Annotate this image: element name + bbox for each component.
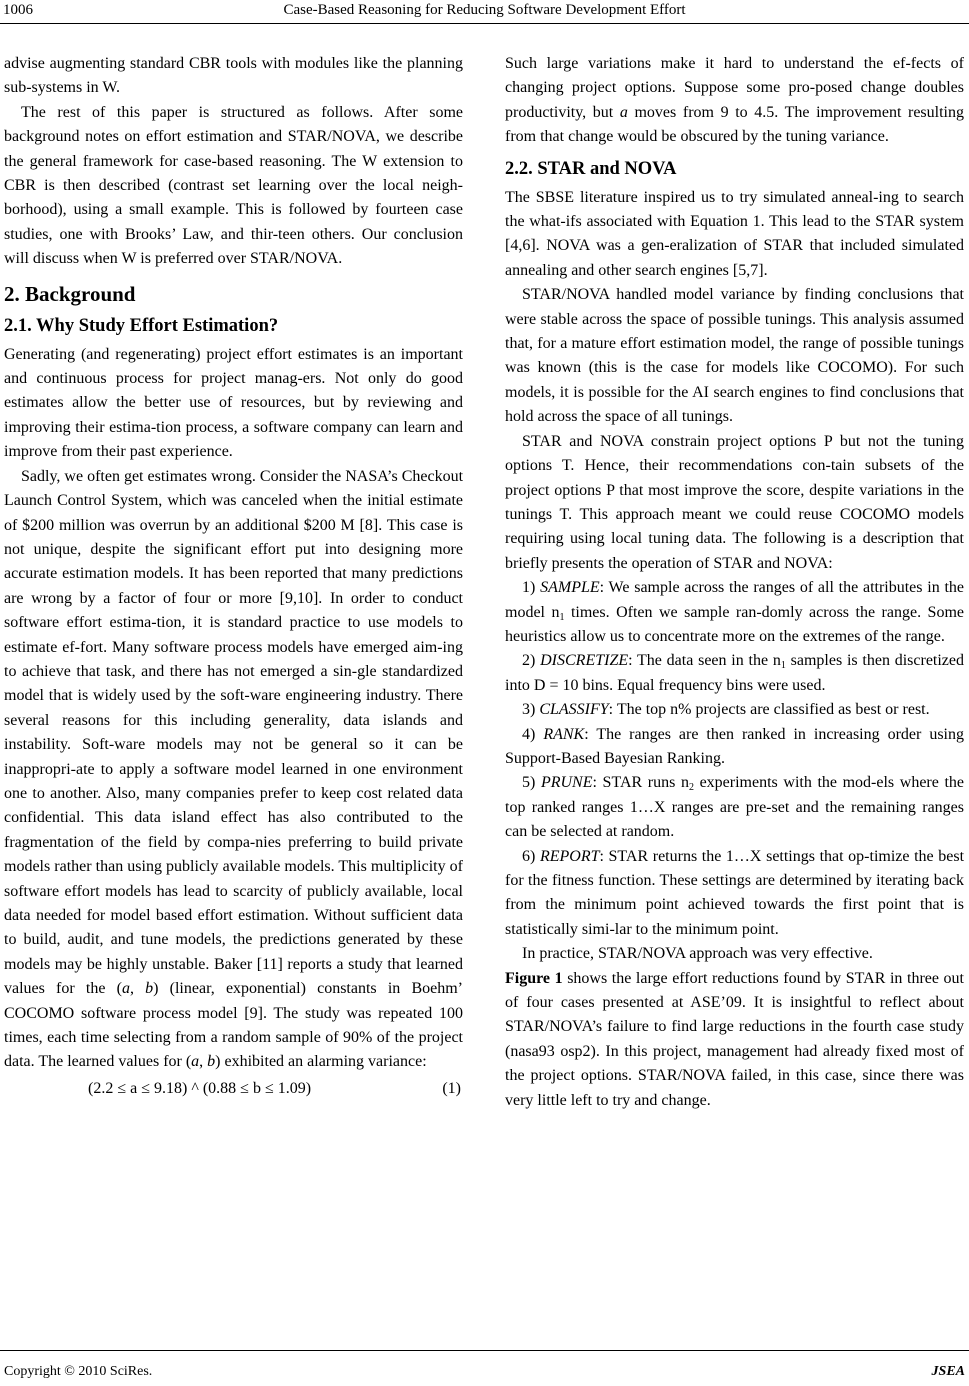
footer-rule	[0, 1350, 969, 1351]
text-run: : The ranges are then ranked in increasing order using Support-Based Bayesian Ranking.	[505, 725, 965, 767]
variable-a: a	[121, 980, 130, 998]
text-run: samples is then discretized into D = 10 bins. Equal frequency bins were used.	[505, 652, 965, 694]
step-classify	[505, 698, 964, 722]
running-title: Case-Based Reasoning for Reducing Software Development Effort	[283, 2, 686, 18]
paragraph-figure-1	[505, 967, 964, 1113]
text-run: shows the large effort reductions found by STAR in three out of four cases presented at ASE’09. It is insightful to reflect about STAR/NOVA’s failure to find large reductions in the fourth case study (nasa93 osp2). In this project, management had already fixed most of the project options. STAR/NOVA failed, in this case, since there was very little left to try and change.	[505, 969, 965, 1109]
subsection-heading-effort: 2.1. Why Study Effort Estimation?	[4, 315, 279, 336]
text-run: Sadly, we often get estimates wrong. Consider the NASA’s Checkout Launch Control System, which was canceled when the initial estimate of $200 million was overrun by an additional $200 M [8]. This case is not unique, despite the significant effort put into designing more accurate estimation models. It has been reported that many predictions are wrong by a factor of four or more [9,10]. In order to conduct software effort estima-tion, it is standard practice to use models to estimate ef-fort. Many software process models have emerged aim-ing to achieve that task, and there has not emerged a sin-gle standardized model that is widely used by the soft-ware engineering industry. There several reasons for this including generality, data islands and instability. Soft-ware models may not be general so it can be inappropri-ate to apply a software model learned in one environment one to another. Also, many companies prefer to keep cost related data confidential. This data island effect has also contributed to the fragmentation of the field by compa-nies preferring to build private models rather than using publicly available models. This multiplicity of software effort models has lead to scarcity of publicly available, local data needed for model based effort estimation. Without sufficient data to build, audit, and tune models, the predictions generated by these models may be highly unstable. Baker [11] reports a study that learned values for the (	[4, 467, 464, 998]
paragraph-effort-estimates: Generating (and regenerating) project effort estimates is an important and continuous process for project manag-ers. Not only do good estimates allow the better use of resources, but by reviewing and improving their estima-tion process, a software company can learn and improve from their past experience.	[4, 345, 463, 461]
copyright-notice: Copyright © 2010 SciRes.	[4, 1364, 153, 1379]
text-run: moves from 9 to 4.5. The improvement resulting from that change would be obscured by the tuning variance.	[505, 103, 964, 146]
journal-name: JSEA	[931, 1364, 965, 1379]
text-run: ) exhibited an alarming variance:	[215, 1053, 427, 1071]
step-number: 4)	[522, 725, 544, 743]
page-number: 1006	[3, 2, 33, 18]
text-run: ,	[129, 980, 146, 998]
variable-b: b	[207, 1053, 216, 1071]
step-number: 2)	[522, 652, 541, 670]
step-prune	[505, 771, 964, 844]
text-run: times. Often we sample ran-domly across the range. Some heuristics allow us to concentrate more on the extremes of the range.	[505, 603, 964, 645]
text-run: experiments with the mod-els where the top ranked ranges 1…X ranges are pre-set and the remaining ranges can be selected at random.	[505, 774, 965, 841]
step-rank	[505, 723, 964, 772]
paragraph-variance	[505, 52, 964, 150]
text-run: : The top n% projects are classified as best or rest.	[608, 701, 930, 719]
variable-b: b	[145, 980, 154, 998]
equation-number: (1)	[442, 1079, 461, 1097]
paragraph-sbse: The SBSE literature inspired us to try simulated anneal-ing to search the what-ifs associated with Equation 1. This lead to the STAR system [4,6]. NOVA was a gen-eralization of STAR that included simulated annealing and other search engines [5,7].	[505, 188, 964, 279]
paragraph-model-variance: STAR/NOVA handled model variance by finding conclusions that were stable across the space of possible tunings. This analysis assumed that, for a mature effort estimation model, the range of possible tunings was known (this is the case for models like COCOMO). For such models, it is possible for the AI search engines to find conclusions that hold across the space of all tunings.	[505, 286, 964, 426]
step-name: SAMPLE	[540, 579, 600, 597]
paragraph-intro-tail: advise augmenting standard CBR tools with modules like the planning sub-systems in W.	[4, 55, 463, 97]
section-heading-background: 2. Background	[4, 281, 136, 306]
header-rule	[0, 23, 969, 24]
variable-a: a	[619, 103, 628, 121]
step-sample	[505, 576, 964, 649]
right-column	[505, 52, 964, 1113]
step-number: 6)	[522, 847, 540, 865]
text-run: : STAR returns the 1…X settings that op-timize the best for the fitness function. These settings are determined by iterating back from the minimum point achieved towards the first point that is statistically simi-lar to the minimum point.	[505, 847, 965, 938]
paragraph-estimates-wrong	[4, 465, 463, 1075]
subscript: 1	[780, 660, 786, 672]
paragraph-constrain: STAR and NOVA constrain project options P but not the tuning options T. Hence, their recommendations con-tain subsets of the project options P that most improve the score, despite variations in the tunings T. This approach meant we could reuse COCOMO models requiring using local tuning data. The following is a description that briefly presents the operation of STAR and NOVA:	[505, 432, 964, 572]
left-column	[4, 52, 463, 1101]
text-run: Such large variations make it hard to understand the ef-fects of changing project options. Suppose some pro-posed change doubles productivity, but	[505, 55, 964, 121]
subscript: 1	[559, 611, 565, 623]
paragraph-structure: The rest of this paper is structured as follows. After some background notes on effort estimation and STAR/NOVA, we describe the general framework for case-based reasoning. The W extension to CBR is then described (contrast set learning over the local neigh-borhood), using a small example. This is followed by fourteen case studies, one with Brooks’ Law, and thir-teen others. Our conclusion will discuss when W is preferred over STAR/NOVA.	[4, 103, 463, 268]
step-number: 1)	[522, 579, 541, 597]
text-run: ) (linear, exponential) constants in Boehm’ COCOMO software process model [9]. The study was repeated 100 times, each time selecting from a random sample of 90% of the project data. The learned values for (	[4, 980, 463, 1071]
text-run: : The data seen in the n	[628, 652, 781, 670]
paragraph-practice: In practice, STAR/NOVA approach was very effective.	[522, 945, 873, 963]
variable-a: a	[191, 1053, 200, 1071]
subscript: 2	[688, 782, 694, 794]
text-run: : STAR runs n	[592, 774, 689, 792]
step-name: CLASSIFY	[539, 701, 609, 719]
equation-1	[4, 1077, 463, 1101]
equation-body: (2.2 ≤ a ≤ 9.18) ^ (0.88 ≤ b ≤ 1.09)	[88, 1079, 312, 1097]
step-report	[505, 845, 964, 943]
text-run: ,	[199, 1053, 208, 1071]
step-number: 3)	[522, 701, 540, 719]
step-name: RANK	[543, 725, 585, 743]
text-run: : We sample across the ranges of all the attributes in the model n	[505, 579, 965, 621]
subsection-heading-star-nova: 2.2. STAR and NOVA	[505, 158, 677, 179]
step-name: REPORT	[539, 847, 600, 865]
step-name: PRUNE	[540, 774, 593, 792]
figure-reference: Figure 1	[505, 969, 563, 987]
step-name: DISCRETIZE	[540, 652, 629, 670]
step-number: 5)	[522, 774, 541, 792]
step-discretize	[505, 649, 964, 698]
